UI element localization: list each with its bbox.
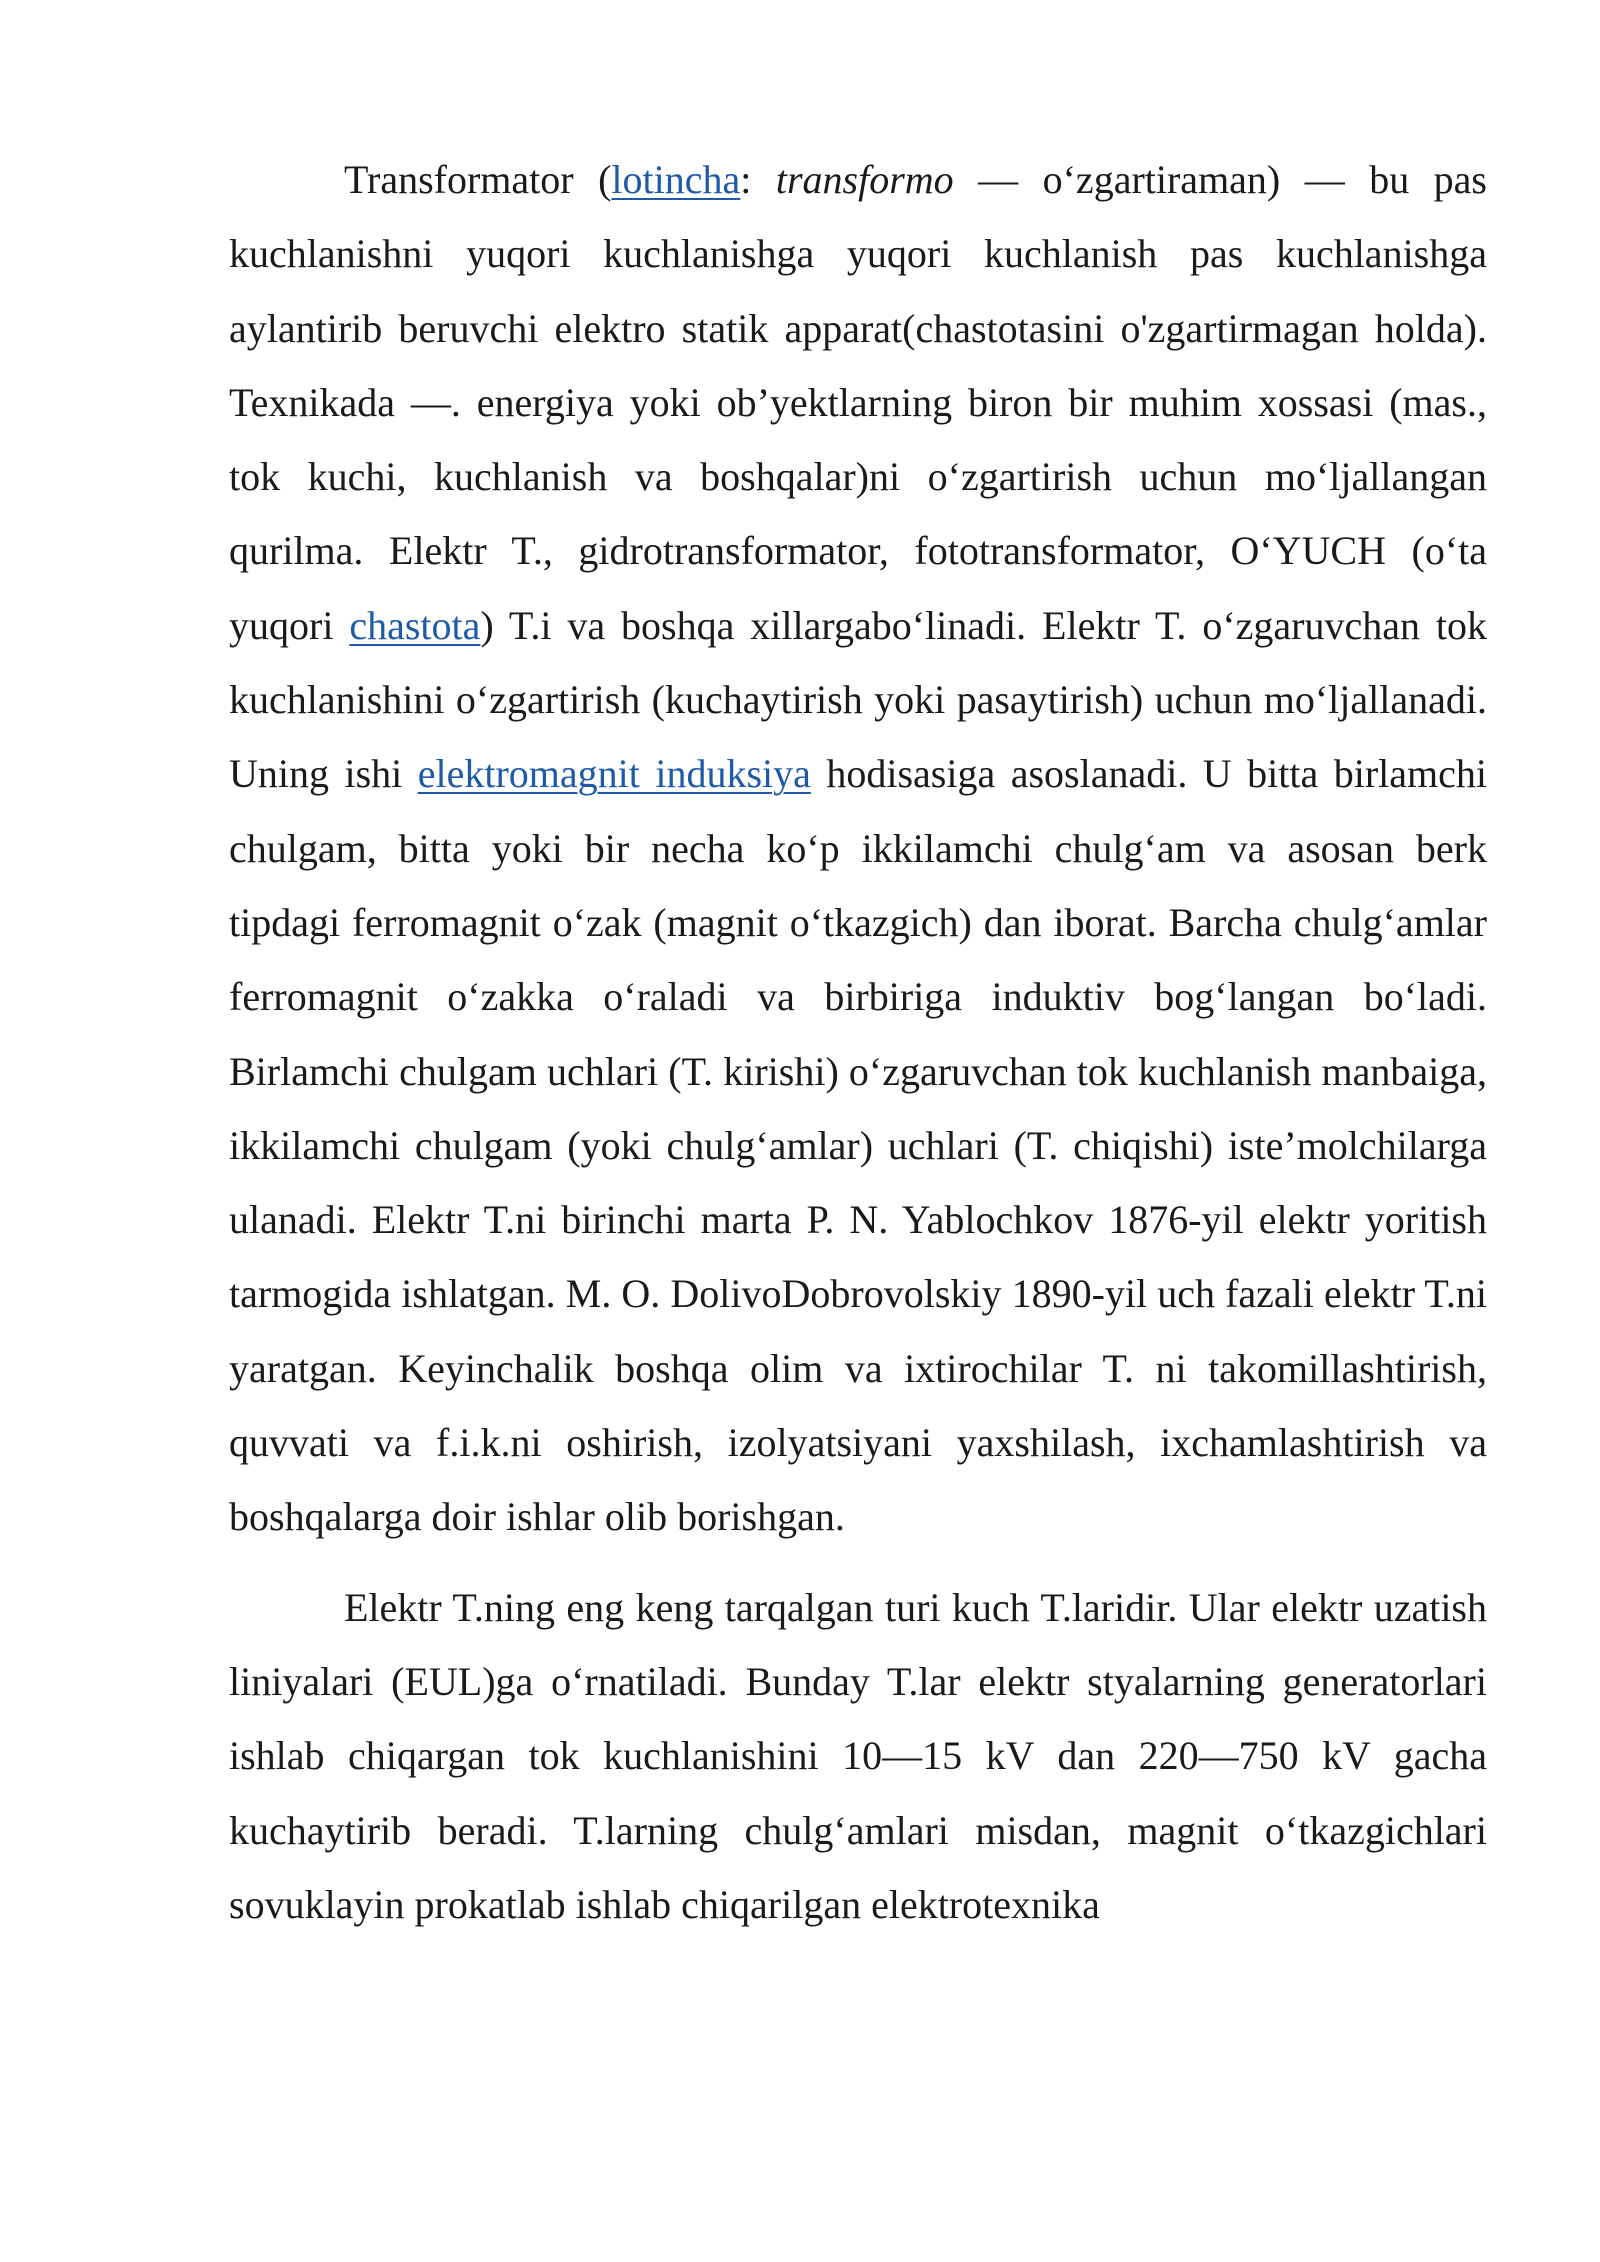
- paragraph-2: [229, 1571, 1487, 1942]
- link-lotincha[interactable]: lotincha: [611, 157, 741, 202]
- text-segment: :: [740, 157, 776, 202]
- link-elektromagnit-induksiya[interactable]: elektromagnit induksiya: [417, 751, 811, 797]
- paragraph-1: [229, 143, 1487, 1555]
- link-chastota[interactable]: chastota: [349, 602, 481, 648]
- article-body: [229, 143, 1487, 1942]
- text-segment: — o‘zgartiraman) — bu pas kuchlanishni yuqori kuchlanishga yuqori kuchlanish pas kuchlanishga aylantirib beruvchi elektro statik apparat(chastotasini o'zgartirmagan holda). Texnikada —. energiya yoki ob’yektlarning biron bir muhim xossasi (mas., tok kuchi, kuchlanish va boshqalar)ni o‘zgartirish uchun mo‘ljallangan qurilma. Elektr T., gidrotransformator, fototransformator, O‘YUCH (o‘ta yuqori: [229, 157, 1487, 648]
- text-segment: hodisasiga asoslanadi. U bitta birlamchi chulgam, bitta yoki bir necha ko‘p ikkilamchi chulg‘am va asosan berk tipdagi ferromagnit o‘zak (magnit o‘tkazgich) dan iborat. Barcha chulg‘amlar ferromagnit o‘zakka o‘raladi va birbiriga induktiv bog‘langan bo‘ladi. Birlamchi chulgam uchlari (T. kirishi) o‘zgaruvchan tok kuchlanish manbaiga, ikkilamchi chulgam (yoki chulg‘amlar) uchlari (T. chiqishi) iste’molchilarga ulanadi. Elektr T.ni birinchi marta P. N. Yablochkov 1876-yil elektr yoritish tarmogida ishlatgan. M. O. DolivoDobrovolskiy 1890-yil uch fazali elektr T.ni yaratgan. Keyinchalik boshqa olim va ixtirochilar T. ni takomillashtirish, quvvati va f.i.k.ni oshirish, izolyatsiyani yaxshilash, ixchamlashtirish va boshqalarga doir ishlar olib borishgan.: [229, 751, 1487, 1540]
- text-segment: Elektr T.ning eng keng tarqalgan turi kuch T.laridir. Ular elektr uzatish liniyalari (EUL)ga o‘rnatiladi. Bunday T.lar elektr styalarning generatorlari ishlab chiqargan tok kuchlanishini 10—15 kV dan 220—750 kV gacha kuchaytirib beradi. T.larning chulg‘amlari misdan, magnit o‘tkazgichlari sovuklayin prokatlab ishlab chiqarilgan elektrotexnika: [229, 1584, 1487, 1927]
- italic-term: transformo: [775, 157, 954, 202]
- text-segment: ) T.i va boshqa xillargabo‘linadi. Elektr T. o‘zgaruvchan tok kuchlanishini o‘zgartirish (kuchaytirish yoki pasaytirish) uchun mo‘ljallanadi. Uning ishi: [229, 602, 1487, 797]
- text-segment: Transformator (: [344, 157, 612, 202]
